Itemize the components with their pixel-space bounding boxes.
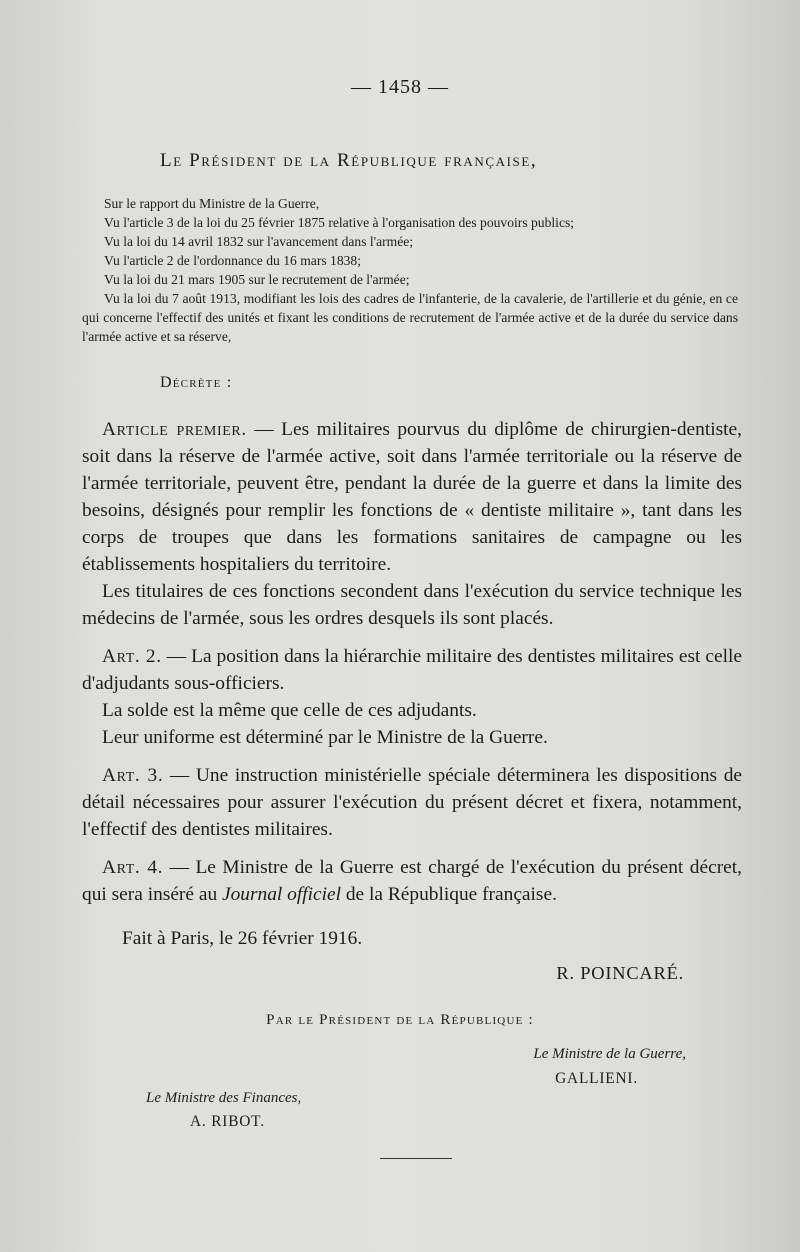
article-1 (82, 416, 742, 578)
page-number: — 1458 — (351, 76, 449, 98)
article-3 (82, 762, 742, 843)
article-2-paragraph-3: Leur uniforme est déterminé par le Ministre de la Guerre. (102, 727, 548, 748)
article-1-label: Article premier. (102, 419, 247, 440)
visa-line: Vu l'article 2 de l'ordonnance du 16 mars 1838; (104, 253, 362, 268)
article-4-text-b: de la République française. (341, 884, 557, 905)
par-le-president: Par le Président de la République : (266, 1012, 534, 1028)
fait-a-paris: Fait à Paris, le 26 février 1916. (122, 928, 363, 949)
minister-finances-name: A. RIBOT. (190, 1113, 265, 1130)
closing-rule (380, 1158, 452, 1159)
article-4 (82, 854, 742, 908)
decrete-label: Décrète : (160, 374, 233, 391)
article-1-paragraph-2: Les titulaires de ces fonctions secondent dans l'exécution du service technique les médecins de l'armée, sous les ordres desquels ils sont placés. (82, 581, 742, 629)
minister-guerre-name: GALLIENI. (555, 1070, 638, 1087)
articles-body (82, 416, 742, 908)
minister-guerre-title: Le Ministre de la Guerre, (533, 1046, 686, 1062)
visa-line: Vu la loi du 21 mars 1905 sur le recrutement de l'armée; (104, 272, 410, 287)
article-4-text-a: — Le Ministre de la Guerre est chargé de l'exécution du présent décret, qui sera inséré au (82, 857, 742, 905)
article-3-text: — Une instruction ministérielle spéciale déterminera les dispositions de détail nécessaires pour assurer l'exécution du présent décret et fixera, notamment, l'effectif des dentistes militaires. (82, 765, 742, 840)
article-2 (82, 643, 742, 697)
visa-line: Vu la loi du 7 août 1913, modifiant les lois des cadres de l'infanterie, de la cavalerie, de l'artillerie et du génie, en ce qui concerne l'effectif des unités et fixant les conditions de recrutement de l'armée active et de la durée du service dans l'armée active et sa réserve, (82, 291, 738, 344)
visa-line: Sur le rapport du Ministre de la Guerre, (104, 196, 320, 211)
article-2-paragraph-2: La solde est la même que celle de ces adjudants. (102, 700, 477, 721)
visa-line: Vu la loi du 14 avril 1832 sur l'avancement dans l'armée; (104, 234, 414, 249)
visa-line: Vu l'article 3 de la loi du 25 février 1875 relative à l'organisation des pouvoirs publics; (104, 215, 575, 230)
signature-president: R. POINCARÉ. (556, 963, 684, 983)
article-4-label: Art. 4. (102, 857, 164, 878)
decree-heading: Le Président de la République française, (160, 150, 538, 171)
journal-officiel: Journal officiel (222, 884, 342, 905)
article-3-label: Art. 3. (102, 765, 164, 786)
article-1-text: — Les militaires pourvus du diplôme de chirurgien-dentiste, soit dans la réserve de l'armée active, soit dans l'armée territoriale ou la réserve de l'armée territoriale, peuvent être, pendant la durée de la guerre et dans la limite des besoins, désignés pour remplir les fonctions de « dentiste militaire », tant dans les corps de troupes que dans les formations sanitaires de campagne ou les établissements hospitaliers du territoire. (82, 419, 742, 575)
visas-block (82, 194, 738, 346)
article-2-label: Art. 2. (102, 646, 162, 667)
article-2-text: — La position dans la hiérarchie militaire des dentistes militaires est celle d'adjudants sous-officiers. (82, 646, 743, 694)
minister-finances-title: Le Ministre des Finances, (146, 1090, 302, 1106)
